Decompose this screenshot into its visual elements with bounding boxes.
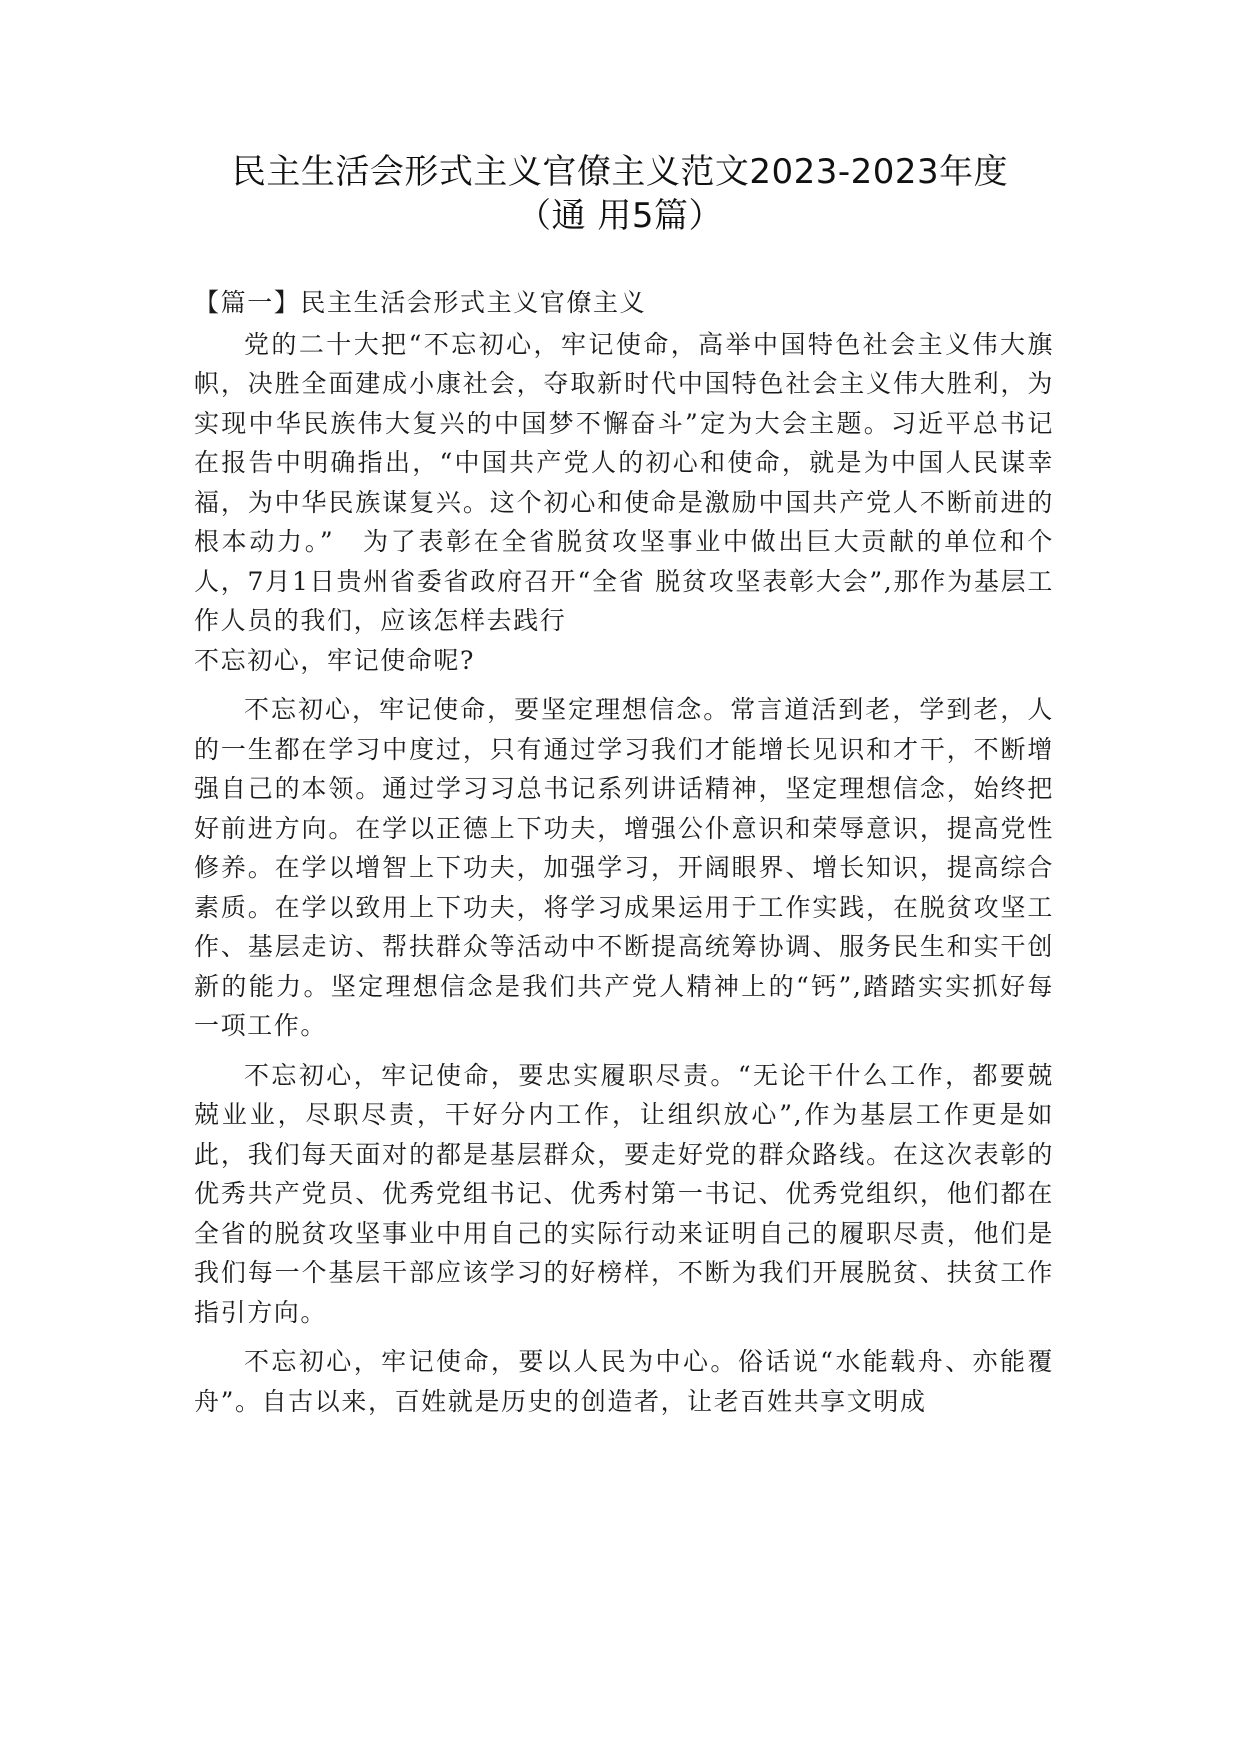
document-title [150,150,1090,238]
paragraph-5: 不忘初心，牢记使命，要以人民为中心。俗话说“水能载舟、亦能覆舟”。自古以来，百姓就是历史的创造者，让老百姓共享文明成 [194,1347,1054,1416]
title-line-2: （通 用5篇） [517,196,723,236]
section-heading: 【篇一】民主生活会形式主义官僚主义 [194,288,647,317]
paragraph-4: 不忘初心，牢记使命，要忠实履职尽责。“无论干什么工作，都要兢兢业业，尽职尽责，干好分内工作，让组织放心”,作为基层工作更是如此，我们每天面对的都是基层群众，要走好党的群众路线。在这次表彰的优秀共产党员、优秀党组书记、优秀村第一书记、优秀党组织，他们都在全省的脱贫攻坚事业中用自己的实际行动来证明自己的履职尽责，他们是我们每一个基层干部应该学习的好榜样，不断为我们开展脱贫、扶贫工作指引方向。 [194,1060,1054,1327]
paragraph-3: 不忘初心，牢记使命，要坚定理想信念。常言道活到老，学到老，人的一生都在学习中度过，只有通过学习我们才能增长见识和才干，不断增强自己的本领。通过学习习总书记系列讲话精神，坚定理想信念，始终把好前进方向。在学以正德上下功夫，增强公仆意识和荣辱意识，提高党性修养。在学以增智上下功夫，加强学习，开阔眼界、增长知识，提高综合素质。在学以致用上下功夫，将学习成果运用于工作实践，在脱贫攻坚工作、基层走访、帮扶群众等活动中不断提高统筹协调、服务民生和实干创新的能力。坚定理想信念是我们共产党人精神上的“钙”,踏踏实实抓好每一项工作。 [194,695,1054,1040]
document-body [194,283,1054,1421]
title-line-1: 民主生活会形式主义官僚主义范文2023-2023年度 [231,152,1009,192]
paragraph-2: 不忘初心，牢记使命呢? [194,645,476,675]
paragraph-1: 党的二十大把“不忘初心，牢记使命，高举中国特色社会主义伟大旗帜，决胜全面建成小康社会，夺取新时代中国特色社会主义伟大胜利，为实现中华民族伟大复兴的中国梦不懈奋斗”定为大会主题。习近平总书记在报告中明确指出，“中国共产党人的初心和使命，就是为中国人民谋幸福，为中华民族谋复兴。这个初心和使命是激励中国共产党人不断前进的根本动力。” 为了表彰在全省脱贫攻坚事业中做出巨大贡献的单位和个人，7月1日贵州省委省政府召开“全省 脱贫攻坚表彰大会”,那作为基层工作人员的我们，应该怎样去践行 [194,329,1054,635]
